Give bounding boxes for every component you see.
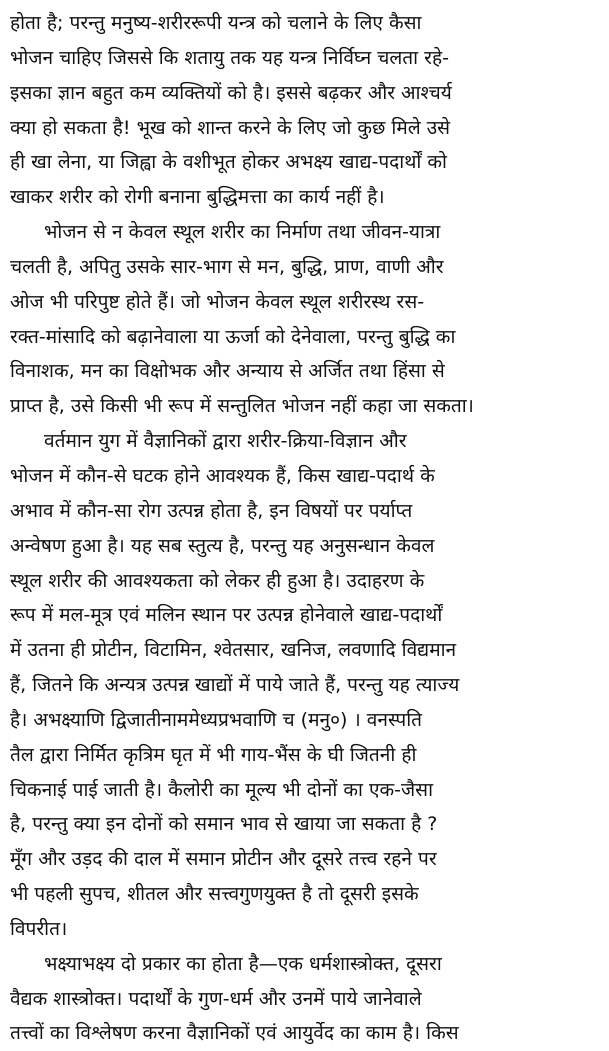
text-line: विनाशक, मन का विक्षोभक और अन्याय से अर्जित तथा हिंसा से — [10, 360, 445, 383]
text-line: है, परन्तु क्या इन दोनों को समान भाव से खाया जा सकता है ? — [10, 813, 438, 836]
text-line: तैल द्वारा निर्मित कृत्रिम घृत में भी गाय-भैंस के घी जितनी ही — [10, 743, 417, 766]
text-line: भोजन से न केवल स्थूल शरीर का निर्माण तथा जीवन-यात्रा — [44, 221, 441, 244]
text-line: वर्तमान युग में वैज्ञानिकों द्वारा शरीर-क्रिया-विज्ञान और — [44, 430, 407, 453]
text-line: मूँग और उड़द की दाल में समान प्रोटीन और दूसरे तत्त्व रहने पर — [10, 848, 437, 871]
text-line: हैं, जितने कि अन्यत्र उत्पन्न खाद्यों में पाये जाते हैं, परन्तु यह त्याज्य — [10, 674, 460, 697]
text-line: भोजन में कौन-से घटक होने आवश्यक हैं, किस खाद्य-पदार्थ के — [10, 464, 435, 487]
text-line: होता है; परन्तु मनुष्य-शरीररूपी यन्त्र को चलाने के लिए कैसा — [10, 12, 422, 34]
text-line: क्या हो सकता है! भूख को शान्त करने के लिए जो कुछ मिले उसे — [10, 116, 451, 139]
text-line: इसका ज्ञान बहुत कम व्यक्तियों को है। इससे बढ़कर और आश्चर्य — [10, 81, 452, 104]
text-line: ओज भी परिपुष्ट होते हैं। जो भोजन केवल स्थूल शरीरस्थ रस- — [10, 290, 425, 313]
text-line: रक्त-मांसादि को बढ़ानेवाला या ऊर्जा को देनेवाला, परन्तु बुद्धि का — [10, 325, 456, 348]
text-line: भी पहली सुपच, शीतल और सत्त्वगुणयुक्त है तो दूसरी इसके — [10, 883, 419, 906]
text-line: खाकर शरीर को रोगी बनाना बुद्धिमत्ता का कार्य नहीं है। — [10, 186, 385, 209]
text-body — [10, 6, 603, 1051]
text-line: चलती है, अपितु उसके सार-भाग से मन, बुद्धि, प्राण, वाणी और — [10, 255, 444, 278]
text-line: में उतना ही प्रोटीन, विटामिन, श्वेतसार, खनिज, लवणादि विद्यमान — [10, 639, 457, 662]
text-line: वैद्यक शास्त्रोक्त। पदार्थों के गुण-धर्म और उनमें पाये जानेवाले — [10, 987, 422, 1010]
text-line: विपरीत। — [10, 917, 68, 940]
text-line: प्राप्त है, उसे किसी भी रूप में सन्तुलित भोजन नहीं कहा जा सकता। — [10, 395, 474, 418]
text-line: अभाव में कौन-सा रोग उत्पन्न होता है, इन विषयों पर पर्याप्त — [10, 499, 413, 522]
text-line: भक्ष्याभक्ष्य दो प्रकार का होता है—एक धर्मशास्त्रोक्त, दूसरा — [44, 952, 442, 975]
text-line: तत्त्वों का विश्लेषण करना वैज्ञानिकों एवं आयुर्वेद का काम है। किस — [10, 1022, 459, 1045]
text-line: रूप में मल-मूत्र एवं मलिन स्थान पर उत्पन्न होनेवाले खाद्य-पदार्थों — [10, 604, 443, 627]
text-line: स्थूल शरीर की आवश्यकता को लेकर ही हुआ है। उदाहरण के — [10, 569, 425, 592]
text-line: चिकनाई पाई जाती है। कैलोरी का मूल्य भी दोनों का एक-जैसा — [10, 778, 434, 801]
text-line: है। अभक्ष्याणि द्विजातीनाममेध्यप्रभवाणि च (मनु०) । वनस्पति — [10, 708, 423, 731]
text-line: अन्वेषण हुआ है। यह सब स्तुत्य है, परन्तु यह अनुसन्धान केवल — [10, 534, 435, 557]
text-line: भोजन चाहिए जिससे कि शतायु तक यह यन्त्र निर्विघ्न चलता रहे- — [10, 46, 449, 69]
text-line: ही खा लेना, या जिह्वा के वशीभूत होकर अभक्ष्य खाद्य-पदार्थों को — [10, 151, 447, 174]
